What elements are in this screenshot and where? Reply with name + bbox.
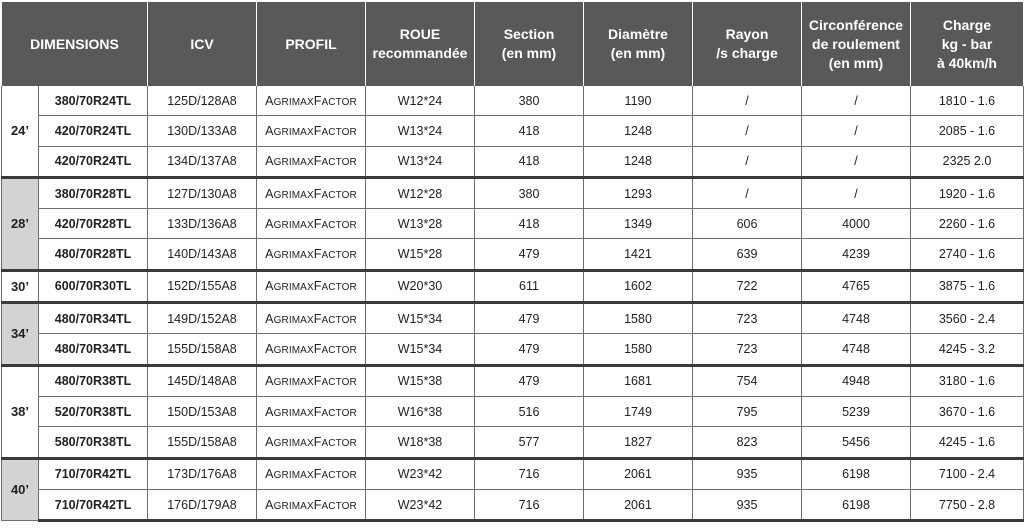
table-row <box>2 427 1024 458</box>
profil-cell: AGRIMAXFACTOR <box>257 334 366 365</box>
section-cell: 380 <box>475 86 584 116</box>
header-profil: PROFIL <box>257 2 366 86</box>
header-diametre: Diamètre (en mm) <box>584 2 693 86</box>
dimension-cell: 480/70R34TL <box>39 334 148 365</box>
table-row <box>2 86 1024 116</box>
rayon-cell: 723 <box>693 303 802 334</box>
icv-cell: 155D/158A8 <box>148 334 257 365</box>
icv-cell: 140D/143A8 <box>148 239 257 270</box>
icv-cell: 152D/155A8 <box>148 270 257 302</box>
table-row <box>2 116 1024 146</box>
icv-cell: 127D/130A8 <box>148 177 257 208</box>
charge-cell: 4245 - 3.2 <box>911 334 1024 365</box>
table-row <box>2 146 1024 177</box>
header-row <box>2 2 1024 86</box>
diametre-cell: 1421 <box>584 239 693 270</box>
rayon-cell: 639 <box>693 239 802 270</box>
circonference-cell: / <box>802 177 911 208</box>
dimension-cell: 710/70R42TL <box>39 489 148 520</box>
section-cell: 479 <box>475 334 584 365</box>
charge-cell: 3875 - 1.6 <box>911 270 1024 302</box>
charge-cell: 3180 - 1.6 <box>911 365 1024 396</box>
roue-cell: W15*34 <box>366 303 475 334</box>
dimension-cell: 520/70R38TL <box>39 396 148 426</box>
roue-cell: W15*38 <box>366 365 475 396</box>
table-row <box>2 270 1024 302</box>
section-cell: 418 <box>475 146 584 177</box>
section-cell: 418 <box>475 116 584 146</box>
diametre-cell: 2061 <box>584 489 693 520</box>
circonference-cell: 4748 <box>802 334 911 365</box>
rayon-cell: / <box>693 86 802 116</box>
profil-cell: AGRIMAXFACTOR <box>257 146 366 177</box>
profil-cell: AGRIMAXFACTOR <box>257 458 366 489</box>
rim-size-cell: 40’ <box>2 458 39 521</box>
tire-spec-table <box>1 2 1024 522</box>
table-row <box>2 365 1024 396</box>
roue-cell: W16*38 <box>366 396 475 426</box>
table-row <box>2 334 1024 365</box>
table-row <box>2 303 1024 334</box>
circonference-cell: 4948 <box>802 365 911 396</box>
circonference-cell: 6198 <box>802 489 911 520</box>
header-rayon: Rayon /s charge <box>693 2 802 86</box>
dimension-cell: 480/70R28TL <box>39 239 148 270</box>
table-row <box>2 458 1024 489</box>
table-row <box>2 209 1024 239</box>
section-cell: 380 <box>475 177 584 208</box>
diametre-cell: 1681 <box>584 365 693 396</box>
rayon-cell: / <box>693 116 802 146</box>
diametre-cell: 1749 <box>584 396 693 426</box>
section-cell: 577 <box>475 427 584 458</box>
dimension-cell: 380/70R28TL <box>39 177 148 208</box>
profil-cell: AGRIMAXFACTOR <box>257 365 366 396</box>
header-icv: ICV <box>148 2 257 86</box>
charge-cell: 4245 - 1.6 <box>911 427 1024 458</box>
rim-size-cell: 24’ <box>2 86 39 177</box>
roue-cell: W15*28 <box>366 239 475 270</box>
table-row <box>2 489 1024 520</box>
charge-cell: 7750 - 2.8 <box>911 489 1024 520</box>
diametre-cell: 1827 <box>584 427 693 458</box>
roue-cell: W13*24 <box>366 146 475 177</box>
diametre-cell: 1580 <box>584 334 693 365</box>
section-cell: 479 <box>475 303 584 334</box>
rim-size-cell: 30’ <box>2 270 39 302</box>
dimension-cell: 420/70R24TL <box>39 146 148 177</box>
rayon-cell: / <box>693 177 802 208</box>
roue-cell: W12*28 <box>366 177 475 208</box>
diametre-cell: 1190 <box>584 86 693 116</box>
section-cell: 479 <box>475 365 584 396</box>
rim-size-cell: 28’ <box>2 177 39 270</box>
rayon-cell: 823 <box>693 427 802 458</box>
roue-cell: W20*30 <box>366 270 475 302</box>
dimension-cell: 580/70R38TL <box>39 427 148 458</box>
roue-cell: W23*42 <box>366 458 475 489</box>
diametre-cell: 1349 <box>584 209 693 239</box>
section-cell: 716 <box>475 458 584 489</box>
diametre-cell: 1248 <box>584 116 693 146</box>
rayon-cell: / <box>693 146 802 177</box>
icv-cell: 125D/128A8 <box>148 86 257 116</box>
circonference-cell: 6198 <box>802 458 911 489</box>
charge-cell: 2740 - 1.6 <box>911 239 1024 270</box>
circonference-cell: 4748 <box>802 303 911 334</box>
circonference-cell: 4765 <box>802 270 911 302</box>
dimension-cell: 420/70R24TL <box>39 116 148 146</box>
roue-cell: W12*24 <box>366 86 475 116</box>
section-cell: 479 <box>475 239 584 270</box>
dimension-cell: 420/70R28TL <box>39 209 148 239</box>
rayon-cell: 935 <box>693 458 802 489</box>
profil-cell: AGRIMAXFACTOR <box>257 396 366 426</box>
rayon-cell: 795 <box>693 396 802 426</box>
table-row <box>2 239 1024 270</box>
icv-cell: 134D/137A8 <box>148 146 257 177</box>
circonference-cell: 4239 <box>802 239 911 270</box>
diametre-cell: 2061 <box>584 458 693 489</box>
profil-cell: AGRIMAXFACTOR <box>257 303 366 334</box>
charge-cell: 3670 - 1.6 <box>911 396 1024 426</box>
charge-cell: 1920 - 1.6 <box>911 177 1024 208</box>
icv-cell: 173D/176A8 <box>148 458 257 489</box>
table-body <box>2 86 1024 521</box>
icv-cell: 130D/133A8 <box>148 116 257 146</box>
diametre-cell: 1248 <box>584 146 693 177</box>
charge-cell: 7100 - 2.4 <box>911 458 1024 489</box>
circonference-cell: / <box>802 116 911 146</box>
header-section: Section (en mm) <box>475 2 584 86</box>
dimension-cell: 380/70R24TL <box>39 86 148 116</box>
dimension-cell: 600/70R30TL <box>39 270 148 302</box>
dimension-cell: 710/70R42TL <box>39 458 148 489</box>
rayon-cell: 935 <box>693 489 802 520</box>
table-row <box>2 177 1024 208</box>
profil-cell: AGRIMAXFACTOR <box>257 177 366 208</box>
rayon-cell: 606 <box>693 209 802 239</box>
header-roue: ROUE recommandée <box>366 2 475 86</box>
charge-cell: 3560 - 2.4 <box>911 303 1024 334</box>
dimension-cell: 480/70R34TL <box>39 303 148 334</box>
roue-cell: W18*38 <box>366 427 475 458</box>
header-circonference: Circonférence de roulement (en mm) <box>802 2 911 86</box>
header-dimensions: DIMENSIONS <box>2 2 148 86</box>
icv-cell: 150D/153A8 <box>148 396 257 426</box>
profil-cell: AGRIMAXFACTOR <box>257 489 366 520</box>
circonference-cell: 5456 <box>802 427 911 458</box>
header-charge: Charge kg - bar à 40km/h <box>911 2 1024 86</box>
roue-cell: W15*34 <box>366 334 475 365</box>
roue-cell: W23*42 <box>366 489 475 520</box>
profil-cell: AGRIMAXFACTOR <box>257 116 366 146</box>
circonference-cell: 5239 <box>802 396 911 426</box>
roue-cell: W13*28 <box>366 209 475 239</box>
section-cell: 418 <box>475 209 584 239</box>
icv-cell: 149D/152A8 <box>148 303 257 334</box>
charge-cell: 1810 - 1.6 <box>911 86 1024 116</box>
table-row <box>2 396 1024 426</box>
profil-cell: AGRIMAXFACTOR <box>257 427 366 458</box>
rim-size-cell: 38’ <box>2 365 39 458</box>
diametre-cell: 1293 <box>584 177 693 208</box>
icv-cell: 176D/179A8 <box>148 489 257 520</box>
rayon-cell: 754 <box>693 365 802 396</box>
section-cell: 516 <box>475 396 584 426</box>
profil-cell: AGRIMAXFACTOR <box>257 209 366 239</box>
diametre-cell: 1580 <box>584 303 693 334</box>
circonference-cell: / <box>802 146 911 177</box>
profil-cell: AGRIMAXFACTOR <box>257 239 366 270</box>
section-cell: 611 <box>475 270 584 302</box>
circonference-cell: 4000 <box>802 209 911 239</box>
diametre-cell: 1602 <box>584 270 693 302</box>
charge-cell: 2325 2.0 <box>911 146 1024 177</box>
rim-size-cell: 34’ <box>2 303 39 366</box>
dimension-cell: 480/70R38TL <box>39 365 148 396</box>
charge-cell: 2085 - 1.6 <box>911 116 1024 146</box>
icv-cell: 133D/136A8 <box>148 209 257 239</box>
circonference-cell: / <box>802 86 911 116</box>
rayon-cell: 723 <box>693 334 802 365</box>
icv-cell: 155D/158A8 <box>148 427 257 458</box>
profil-cell: AGRIMAXFACTOR <box>257 86 366 116</box>
rayon-cell: 722 <box>693 270 802 302</box>
charge-cell: 2260 - 1.6 <box>911 209 1024 239</box>
roue-cell: W13*24 <box>366 116 475 146</box>
section-cell: 716 <box>475 489 584 520</box>
profil-cell: AGRIMAXFACTOR <box>257 270 366 302</box>
icv-cell: 145D/148A8 <box>148 365 257 396</box>
